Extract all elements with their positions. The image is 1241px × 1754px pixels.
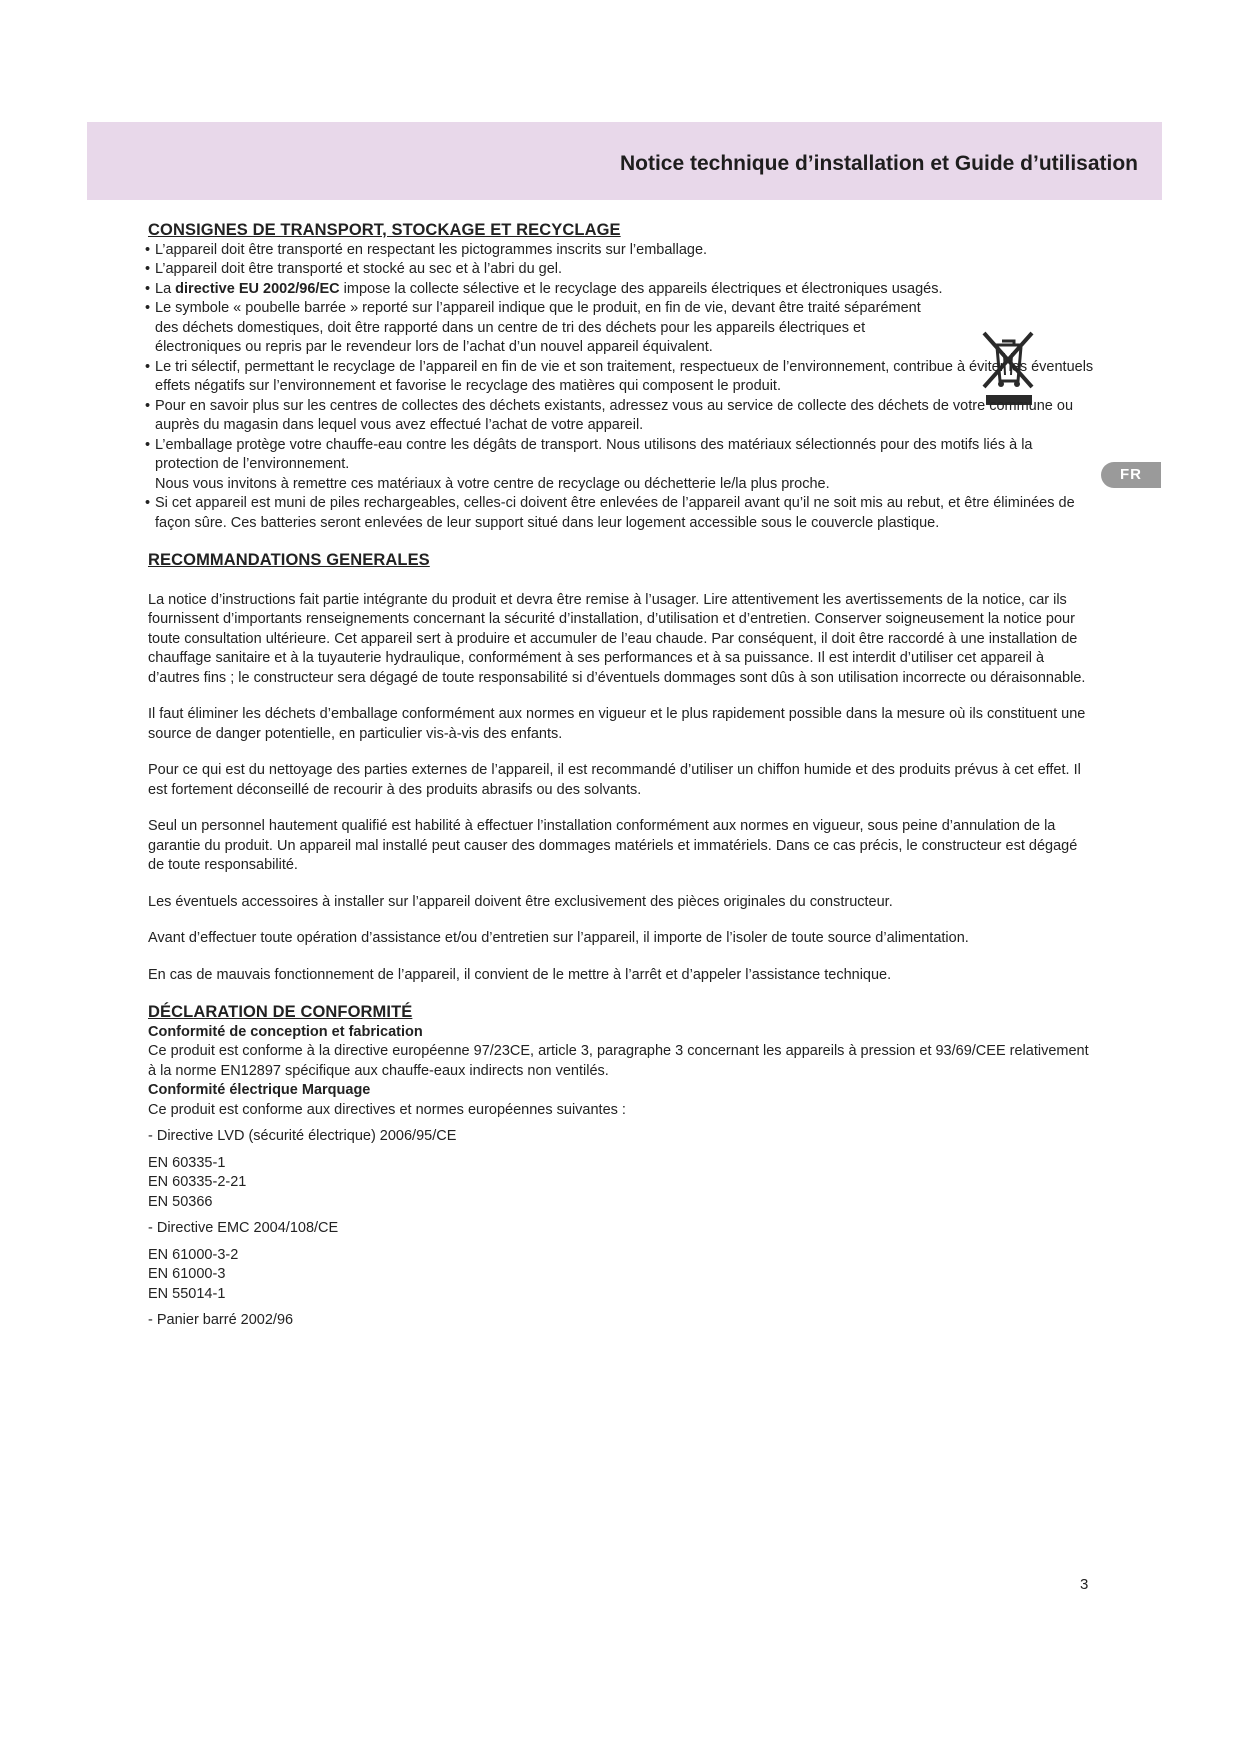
section-title-recommandations: RECOMMANDATIONS GENERALES: [148, 551, 430, 569]
list-item-directive: [148, 280, 945, 300]
section-title-transport: CONSIGNES DE TRANSPORT, STOCKAGE ET RECYCLAGE: [148, 221, 621, 239]
list-item: • Pour en savoir plus sur les centres de collectes des déchets existants, adressez vous au service de collecte des déchets de votre commune ou auprès du magasin dans lequel vous avez effectué l’achat de votre appareil.: [148, 397, 1096, 436]
list-item: • Le tri sélectif, permettant le recyclage de l’appareil en fin de vie et son traitement, respectueux de l’environnement, contribue à éviter les éventuels effets négatifs sur l’environnement et favorise le recyclage des matières qui composent le produit.: [148, 358, 1096, 397]
list-item-packaging: • L’emballage protège votre chauffe-eau contre les dégâts de transport. Nous utilisons des matériaux sélectionnés pour des motifs liés à la protection de l’environnement.: [148, 436, 1096, 475]
directive-suffix: impose la collecte sélective et le recyclage des appareils électriques et électroniques usagés.: [339, 280, 943, 297]
paragraph: Les éventuels accessoires à installer sur l’appareil doivent être exclusivement des pièces originales du constructeur.: [148, 893, 893, 910]
directive-prefix: La: [155, 280, 176, 297]
header-band: [87, 122, 1162, 200]
norm-item: EN 55014-1: [148, 1285, 226, 1302]
norm-item: EN 60335-2-21: [148, 1174, 247, 1190]
paragraph: Pour ce qui est du nettoyage des parties externes de l’appareil, il est recommandé d’utiliser un chiffon humide et des produits prévus à cet effet. Il est fortement déconseillé de recourir à des produits abrasifs ou des solvants.: [148, 762, 1081, 798]
section-title-conformite: DÉCLARATION DE CONFORMITÉ: [148, 1003, 413, 1021]
list-item: • L’appareil doit être transporté en respectant les pictogrammes inscrits sur l’emballage.: [148, 241, 1096, 261]
standards-list: [148, 1101, 1096, 1331]
list-item-symbol: • Le symbole « poubelle barrée » reporté sur l’appareil indique que le produit, en fin de vie, devant être traité séparément des déchets domestiques, doit être rapporté dans un centre de tri des déchets pour les appareils électriques et électroniques ou repris par le revendeur lors de l’achat d’un nouvel appareil équivalent.: [148, 299, 945, 358]
paragraph: Il faut éliminer les déchets d’emballage conformément aux normes en vigueur et le plus rapidement possible dans la mesure où ils constituent une source de danger potentielle, en particulier vis-à-vis des enfants.: [148, 706, 1086, 742]
language-badge: FR: [1101, 462, 1161, 488]
subsection-title-electrique: Conformité électrique Marquage: [148, 1082, 371, 1098]
paragraph-conception: Ce produit est conforme à la directive européenne 97/23CE, article 3, paragraphe 3 concernant les appareils à pression et 93/69/CEE relativement à la norme EN12897 spécifique aux chauffe-eaux indirects non ventilés.: [148, 1043, 1089, 1079]
paragraph: Avant d’effectuer toute opération d’assistance et/ou d’entretien sur l’appareil, il importe de l’isoler de toute source d’alimentation.: [148, 930, 969, 946]
transport-list: [148, 241, 1096, 358]
document-body: [148, 221, 1096, 1331]
norm-item: EN 61000-3: [148, 1266, 226, 1282]
norm-item: EN 60335-1: [148, 1154, 226, 1171]
directive-weee: - Panier barré 2002/96: [148, 1312, 294, 1328]
document-title: Notice technique d’installation et Guide d’utilisation: [619, 152, 1138, 175]
paragraph: La notice d’instructions fait partie intégrante du produit et devra être remise à l’usager. Lire attentivement les avertissements de la notice, car ils fournissent d’importants renseignements concernant la sécurité d’installation, d’utilisation et d’entretien. Conserver soigneusement la notice pour toute consultation ultérieure. Cet appareil sert à produire et accumuler de l’eau chaude. Par conséquent, il doit être raccordé à une installation de chauffage sanitaire et à la tuyauterie hydraulique, conformément à ses performances et à sa puissance. Il est interdit d’utiliser cet appareil à d’autres fins ; le constructeur sera dégagé de toute responsabilité si d’éventuels dommages sont dûs à son utilisation incorrecte ou déraisonnable.: [148, 591, 1086, 686]
packaging-note: Nous vous invitons à remettre ces matériaux à votre centre de recyclage ou déchetterie le/la plus proche.: [155, 475, 830, 492]
paragraph: Seul un personnel hautement qualifié est habilité à effectuer l’installation conformément aux normes en vigueur, sous peine d’annulation de la garantie du produit. Un appareil mal installé peut causer des dommages matériels et immatériels. Dans ce cas précis, le constructeur est dégagé de toute responsabilité.: [148, 818, 1078, 873]
directive-lvd: - Directive LVD (sécurité électrique) 2006/95/CE: [148, 1128, 457, 1144]
standards-intro: Ce produit est conforme aux directives et normes européennes suivantes :: [148, 1101, 626, 1118]
battery-list: [148, 494, 1096, 533]
paragraph: En cas de mauvais fonctionnement de l’appareil, il convient de le mettre à l’arrêt et d’appeler l’assistance technique.: [148, 966, 892, 983]
directive-reference: directive EU 2002/96/EC: [175, 280, 340, 297]
list-item: • L’appareil doit être transporté et stocké au sec et à l’abri du gel.: [148, 260, 1096, 280]
page-number: 3: [1080, 1576, 1089, 1593]
packaging-list: [148, 436, 1096, 475]
list-item-battery: • Si cet appareil est muni de piles rechargeables, celles-ci doivent être enlevées de l’appareil avant qu’il ne soit mis au rebut, et être éliminées de façon sûre. Ces batteries seront enlevées de leur support situé dans leur logement accessible sous le couvercle plastique.: [148, 494, 1096, 533]
norm-item: EN 50366: [148, 1193, 213, 1210]
directive-emc: - Directive EMC 2004/108/CE: [148, 1220, 339, 1236]
subsection-title-conception: Conformité de conception et fabrication: [148, 1023, 423, 1040]
norm-item: EN 61000-3-2: [148, 1246, 239, 1263]
recycling-list: [148, 358, 1096, 436]
